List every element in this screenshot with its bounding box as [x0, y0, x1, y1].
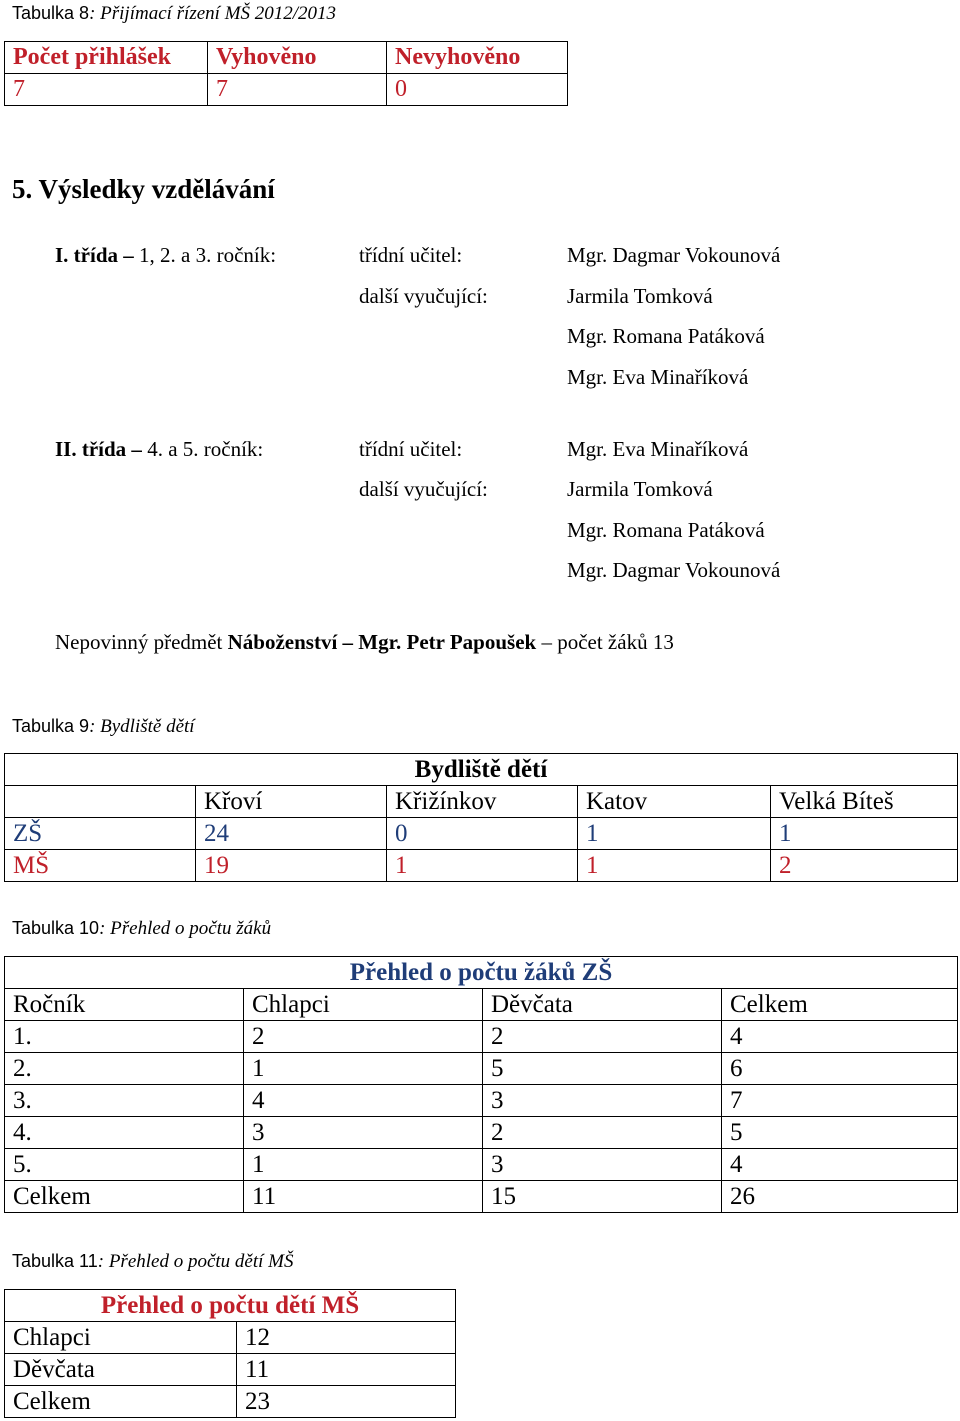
table-title-row — [5, 754, 958, 786]
table-cell: 2 — [483, 1021, 722, 1053]
table-header-row — [5, 989, 958, 1021]
class1-name: I. třída – 1, 2. a 3. ročník: — [55, 243, 277, 267]
table-cell: 1 — [244, 1149, 483, 1181]
table-cell: 23 — [237, 1386, 456, 1418]
table-row — [5, 1386, 456, 1418]
table-row — [5, 818, 958, 850]
row-label: MŠ — [5, 850, 196, 882]
table-cell: 2 — [483, 1117, 722, 1149]
table-cell: 3 — [483, 1149, 722, 1181]
table-row — [5, 850, 958, 882]
table-cell: 1 — [578, 818, 771, 850]
table-cell: 5. — [5, 1149, 244, 1181]
table8-caption: Tabulka 8: Přijímací řízení MŠ 2012/2013 — [12, 3, 337, 24]
table-title-row — [5, 957, 958, 989]
table-cell: 11 — [244, 1181, 483, 1213]
table-cell: 3 — [244, 1117, 483, 1149]
class1-others-label: další vyučující: — [359, 284, 488, 308]
class2-teacher: Mgr. Eva Minaříková — [567, 437, 749, 461]
table-cell: 3 — [483, 1085, 722, 1117]
class2-teacher-label: třídní učitel: — [359, 437, 463, 461]
class2-other-teacher: Jarmila Tomková — [567, 477, 713, 501]
header-cell: Nevyhověno — [387, 42, 568, 74]
table-row — [5, 42, 568, 74]
table-cell: 6 — [722, 1053, 958, 1085]
residence-table — [4, 753, 958, 882]
table-row — [5, 1085, 958, 1117]
table-cell: 3. — [5, 1085, 244, 1117]
class1-other-teacher: Mgr. Eva Minaříková — [567, 365, 749, 389]
table11-caption: Tabulka 11: Přehled o počtu dětí MŠ — [12, 1251, 294, 1272]
header-cell: Křižínkov — [387, 786, 578, 818]
table-cell: 4. — [5, 1117, 244, 1149]
table10-caption: Tabulka 10: Přehled o počtu žáků — [12, 918, 272, 939]
value-cell: 7 — [5, 74, 208, 106]
section-heading: 5. Výsledky vzdělávání — [12, 174, 275, 204]
table-row — [5, 1354, 456, 1386]
class2-name: II. třída – 4. a 5. ročník: — [55, 437, 264, 461]
header-cell: Počet přihlášek — [5, 42, 208, 74]
value-cell: 7 — [208, 74, 387, 106]
table-cell: 2 — [244, 1021, 483, 1053]
table9-caption: Tabulka 9: Bydliště dětí — [12, 716, 195, 737]
table-cell: 24 — [196, 818, 387, 850]
table-cell: 1 — [244, 1053, 483, 1085]
table-row — [5, 1117, 958, 1149]
table-cell: 12 — [237, 1322, 456, 1354]
header-cell: Chlapci — [244, 989, 483, 1021]
table-title: Přehled o počtu dětí MŠ — [5, 1290, 456, 1322]
class1-other-teacher: Mgr. Romana Patáková — [567, 324, 765, 348]
table-cell: 1 — [387, 850, 578, 882]
header-cell: Celkem — [722, 989, 958, 1021]
class1-teacher: Mgr. Dagmar Vokounová — [567, 243, 781, 267]
table-title-row — [5, 1290, 456, 1322]
table-cell: 19 — [196, 850, 387, 882]
table-cell: Chlapci — [5, 1322, 237, 1354]
table-row — [5, 1322, 456, 1354]
table-cell: 2 — [771, 850, 958, 882]
header-cell: Katov — [578, 786, 771, 818]
table-cell: 2. — [5, 1053, 244, 1085]
table-row — [5, 1053, 958, 1085]
table-cell: Celkem — [5, 1386, 237, 1418]
table-cell: 4 — [722, 1021, 958, 1053]
header-cell: Vyhověno — [208, 42, 387, 74]
table-cell: 5 — [483, 1053, 722, 1085]
class1-teacher-label: třídní učitel: — [359, 243, 463, 267]
table-row — [5, 1021, 958, 1053]
class2-other-teacher: Mgr. Romana Patáková — [567, 518, 765, 542]
value-cell: 0 — [387, 74, 568, 106]
header-cell — [5, 786, 196, 818]
pupil-count-table — [4, 956, 958, 1213]
table-header-row — [5, 786, 958, 818]
table-cell: 1 — [771, 818, 958, 850]
kindergarten-count-table — [4, 1289, 456, 1418]
class1-other-teacher: Jarmila Tomková — [567, 284, 713, 308]
header-cell: Ročník — [5, 989, 244, 1021]
row-label: ZŠ — [5, 818, 196, 850]
table-cell: 26 — [722, 1181, 958, 1213]
header-cell: Křoví — [196, 786, 387, 818]
table-cell: 1 — [578, 850, 771, 882]
table-row — [5, 74, 568, 106]
admissions-table — [4, 41, 568, 106]
table-cell: 7 — [722, 1085, 958, 1117]
table-title: Přehled o počtu žáků ZŠ — [5, 957, 958, 989]
table-cell: 15 — [483, 1181, 722, 1213]
class2-others-label: další vyučující: — [359, 477, 488, 501]
class2-other-teacher: Mgr. Dagmar Vokounová — [567, 558, 781, 582]
table-cell: 5 — [722, 1117, 958, 1149]
header-cell: Velká Bíteš — [771, 786, 958, 818]
table-cell: 4 — [722, 1149, 958, 1181]
table-cell: Celkem — [5, 1181, 244, 1213]
optional-subject: Nepovinný předmět Náboženství – Mgr. Petr Papoušek – počet žáků 13 — [55, 630, 674, 654]
table-row — [5, 1149, 958, 1181]
table-total-row — [5, 1181, 958, 1213]
table-cell: 0 — [387, 818, 578, 850]
table-cell: 4 — [244, 1085, 483, 1117]
table-cell: 11 — [237, 1354, 456, 1386]
table-title: Bydliště dětí — [5, 754, 958, 786]
table-cell: Děvčata — [5, 1354, 237, 1386]
header-cell: Děvčata — [483, 989, 722, 1021]
table-cell: 1. — [5, 1021, 244, 1053]
